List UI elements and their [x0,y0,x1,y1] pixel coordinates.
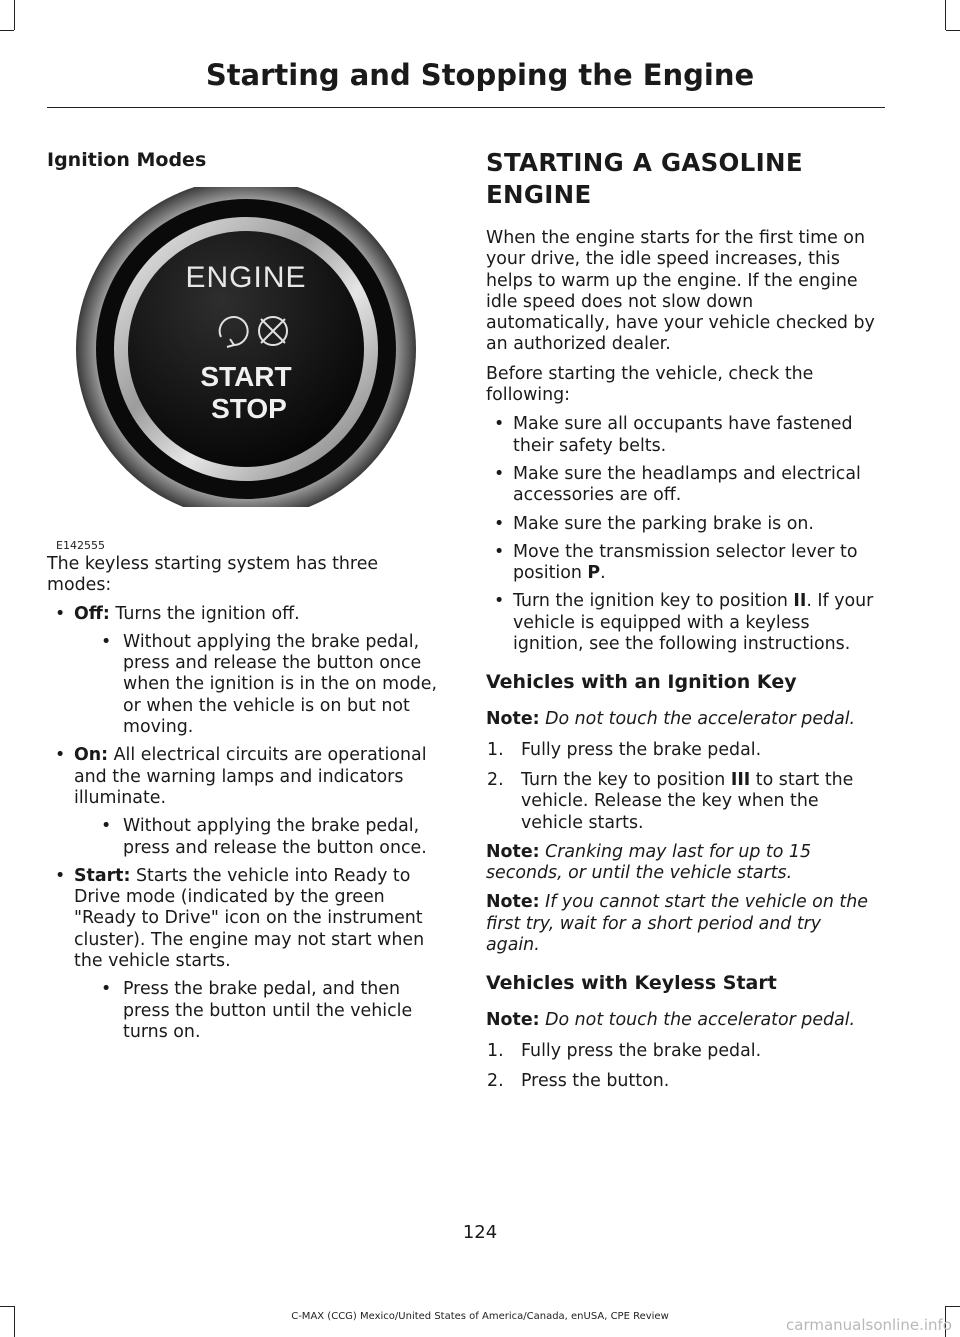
bullet: • [101,631,112,652]
step-item [486,740,880,761]
note-text: Do not touch the accelerator pedal. [539,709,856,730]
ignition-modes-heading: Ignition Modes [47,149,207,171]
mode-off-subitem [47,632,447,738]
bullet: • [494,414,505,435]
bullet: • [494,591,505,612]
step-text: Press the button. [521,1070,670,1091]
header-rule [47,107,885,108]
checklist-item [486,542,880,585]
mode-on-subitem [47,816,447,859]
bullet: • [55,865,66,886]
mode-on-subtext: Without applying the brake pedal, press and release the button once. [123,816,427,858]
note [486,842,880,885]
note-label: Note: [486,1010,540,1031]
step-item [486,770,880,834]
step-item [486,1071,880,1092]
bullet: • [55,745,66,766]
crop-mark [946,30,960,31]
checklist-item-text: Move the transmission selector lever to position [513,541,858,584]
crop-mark [946,1306,960,1307]
step-number: 2. [487,1070,504,1091]
bullet: • [494,513,505,534]
mode-off-item [47,604,447,625]
bullet: • [101,816,112,837]
checklist-item-text: Make sure the headlamps and electrical accessories are off. [513,463,861,506]
right-column [486,140,880,1092]
watermark: carmanualsonline.info [786,1316,952,1334]
note [486,709,880,730]
crop-mark [0,30,14,31]
crop-mark [14,0,15,30]
mode-on-item [47,745,447,809]
checklist-item-text: . [600,563,606,584]
checklist-item-text: Make sure the parking brake is on. [513,513,814,534]
note-text: Do not touch the accelerator pedal. [539,1010,856,1031]
step-text: to start the vehicle. Release the key when the vehicle starts. [521,769,854,833]
checklist-item [486,464,880,507]
button-stop-label: STOP [211,393,287,424]
bullet: • [55,603,66,624]
note-text: Cranking may last for up to 15 seconds, or until the vehicle starts. [486,841,812,884]
mode-on-label: On: [74,745,109,766]
bullet: • [101,979,112,1000]
step-number: 2. [487,769,504,790]
note [486,892,880,956]
step-text: Fully press the brake pedal. [521,739,762,760]
note-label: Note: [486,841,540,862]
engine-start-stop-button-figure [47,187,445,552]
step-text: Fully press the brake pedal. [521,1040,762,1061]
bullet: • [494,541,505,562]
mode-off-label: Off: [74,603,110,624]
note [486,1010,880,1031]
step-item [486,1041,880,1062]
mode-off-text: Turns the ignition off. [109,603,300,624]
ignition-key-heading: Vehicles with an Ignition Key [486,671,797,694]
checklist-item-text: . If your vehicle is equipped with a keyless ignition, see the following instructions. [513,591,874,655]
figure-code: E142555 [56,539,105,552]
note-label: Note: [486,892,540,913]
keyless-start-heading: Vehicles with Keyless Start [486,972,777,995]
position-label: III [730,769,751,790]
note-text: If you cannot start the vehicle on the first try, wait for a short period and try again. [486,892,868,956]
page-number: 124 [462,1222,498,1243]
engine-button-illustration [47,187,445,507]
step-number: 1. [487,1040,504,1061]
mode-start-text: Starts the vehicle into Ready to Drive mode (indicated by the green "Ready to Drive" icon on the instrument cluster). The engine may not start when the vehicle starts. [74,865,425,972]
button-start-label: START [200,361,292,392]
checklist-item [486,414,880,457]
position-label: II [793,591,807,612]
bullet: • [494,463,505,484]
step-text: Turn the key to position [521,769,731,790]
crop-mark [945,0,946,30]
mode-off-subtext: Without applying the brake pedal, press and release the button once when the ignition is in the on mode, or when the vehicle is on but not moving. [123,631,438,738]
checklist-item-text: Turn the ignition key to position [513,591,794,612]
checklist-item-text: Make sure all occupants have fastened their safety belts. [513,414,853,456]
mode-on-text: All electrical circuits are operational and the warning lamps and indicators illuminate. [74,745,427,808]
mode-start-subitem [47,979,447,1043]
page-header-title: Starting and Stopping the Engine [205,58,755,92]
note-label: Note: [486,709,540,730]
section-heading-line1: STARTING A GASOLINE [486,148,803,177]
mode-start-label: Start: [74,865,131,886]
modes-intro: The keyless starting system has three modes: [47,554,379,596]
button-engine-label: ENGINE [185,261,307,294]
footer-text: C-MAX (CCG) Mexico/United States of America/Canada, enUSA, CPE Review [291,1311,669,1322]
mode-start-subtext: Press the brake pedal, and then press the button until the vehicle turns on. [123,979,413,1042]
step-number: 1. [487,739,504,760]
mode-start-item [47,866,447,972]
crop-mark [0,1306,14,1307]
intro-paragraph: When the engine starts for the first time on your drive, the idle speed increases, this helps to warm up the engine. If the engine idle speed does not slow down automatically, have your vehicle checked by an authorized dealer. [486,228,875,355]
left-column [47,140,447,1043]
section-heading-line2: ENGINE [486,180,592,209]
checklist-item [486,514,880,535]
checklist-intro: Before starting the vehicle, check the following: [486,363,814,406]
position-label: P [587,563,601,584]
checklist-item [486,591,880,655]
